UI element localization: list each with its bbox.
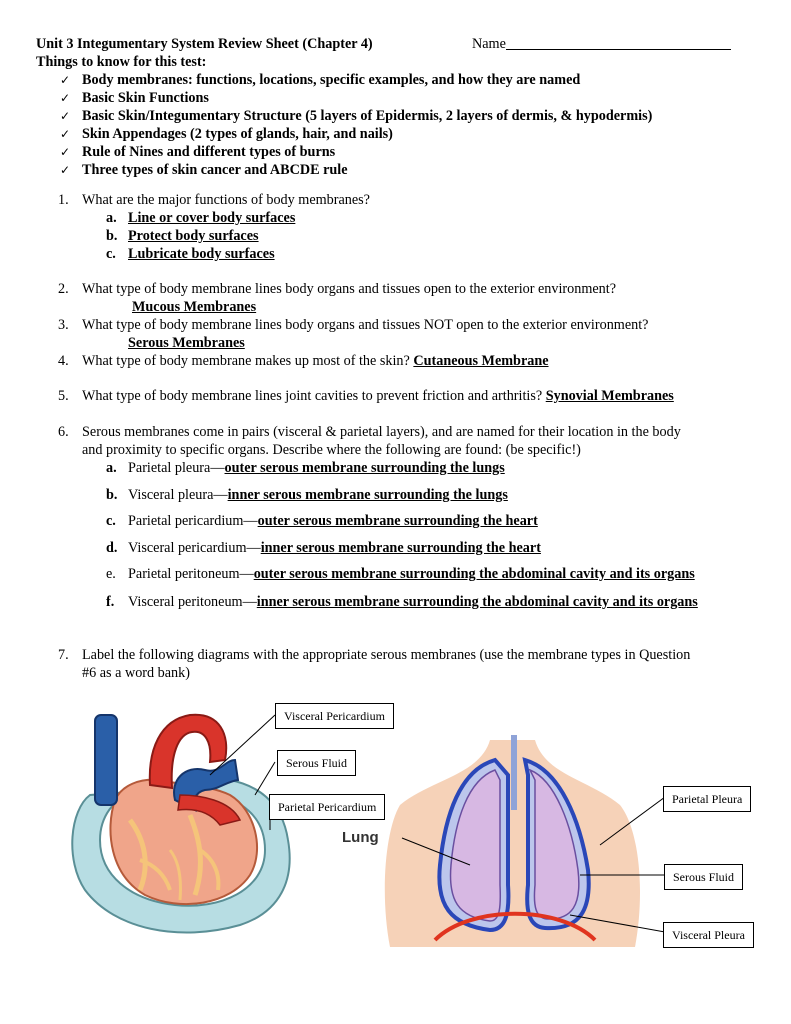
q5-answer: Synovial Membranes: [545, 388, 674, 404]
question-6-line2: and proximity to specific organs. Describe where the following are found: (be specific!): [82, 442, 581, 458]
checkmark-icon: ✓: [60, 109, 71, 123]
q6-item-b: b. Visceral pleura—inner serous membrane surrounding the lungs: [106, 487, 508, 503]
q1-answer-c: c. Lubricate body surfaces: [106, 246, 275, 262]
name-blank[interactable]: [506, 35, 731, 50]
q6-item-f: f. Visceral peritoneum—inner serous membrane surrounding the abdominal cavity and its organs: [106, 594, 698, 610]
q2-answer: Mucous Membranes: [132, 299, 257, 315]
checklist-item: ✓ Skin Appendages (2 types of glands, hair, and nails): [60, 126, 393, 142]
checklist-item: ✓ Basic Skin/Integumentary Structure (5 layers of Epidermis, 2 layers of dermis, & hypodermis): [60, 108, 653, 124]
q4-answer: Cutaneous Membrane: [413, 353, 549, 369]
question-3: 3. What type of body membrane lines body organs and tissues NOT open to the exterior environment?: [58, 317, 649, 333]
q1-answer-b: b. Protect body surfaces: [106, 228, 259, 244]
heart-label-serous-fluid: Serous Fluid: [277, 750, 356, 776]
q1-answer-a: a. Line or cover body surfaces: [106, 210, 296, 226]
q6-item-e: e. Parietal peritoneum—outer serous membrane surrounding the abdominal cavity and its organs: [106, 566, 695, 582]
checkmark-icon: ✓: [60, 163, 71, 177]
things-to-know-heading: Things to know for this test:: [36, 54, 207, 70]
question-7-line2: #6 as a word bank): [82, 665, 190, 681]
q6-item-d: d. Visceral pericardium—inner serous membrane surrounding the heart: [106, 540, 541, 556]
checkmark-icon: ✓: [60, 127, 71, 141]
question-6: 6. Serous membranes come in pairs (visceral & parietal layers), and are named for their location in the body: [58, 424, 681, 440]
checkmark-icon: ✓: [60, 73, 71, 87]
checklist-item: ✓ Basic Skin Functions: [60, 90, 209, 106]
question-1: 1. What are the major functions of body membranes?: [58, 192, 370, 208]
vena-cava: [95, 715, 117, 805]
trachea: [511, 735, 517, 810]
name-field[interactable]: [472, 35, 731, 53]
question-2: 2. What type of body membrane lines body organs and tissues open to the exterior environment?: [58, 281, 616, 297]
q3-answer: Serous Membranes: [128, 335, 245, 351]
question-5: 5. What type of body membrane lines joint cavities to prevent friction and arthritis? Synovial Membranes: [58, 388, 674, 404]
page-title: Unit 3 Integumentary System Review Sheet (Chapter 4): [36, 36, 373, 52]
question-7: 7. Label the following diagrams with the appropriate serous membranes (use the membrane types in Question: [58, 647, 691, 663]
checkmark-icon: ✓: [60, 145, 71, 159]
q6-item-c: c. Parietal pericardium—outer serous membrane surrounding the heart: [106, 513, 538, 529]
lung-label-serous-fluid: Serous Fluid: [664, 864, 743, 890]
lung-label-visceral-pleura: Visceral Pleura: [663, 922, 754, 948]
checklist-item: ✓ Body membranes: functions, locations, specific examples, and how they are named: [60, 72, 581, 88]
lung-diagram: [340, 735, 665, 947]
heart-label-parietal-pericardium: Parietal Pericardium: [269, 794, 385, 820]
heart-label-visceral-pericardium: Visceral Pericardium: [275, 703, 394, 729]
checklist-item: ✓ Rule of Nines and different types of burns: [60, 144, 336, 160]
lung-label-parietal-pleura: Parietal Pleura: [663, 786, 751, 812]
q6-item-a: a. Parietal pleura—outer serous membrane surrounding the lungs: [106, 460, 505, 476]
checkmark-icon: ✓: [60, 91, 71, 105]
name-label: Name: [472, 36, 506, 52]
checklist-item: ✓ Three types of skin cancer and ABCDE rule: [60, 162, 348, 178]
lung-caption: Lung: [342, 829, 379, 846]
question-4: 4. What type of body membrane makes up most of the skin? Cutaneous Membrane: [58, 353, 549, 369]
